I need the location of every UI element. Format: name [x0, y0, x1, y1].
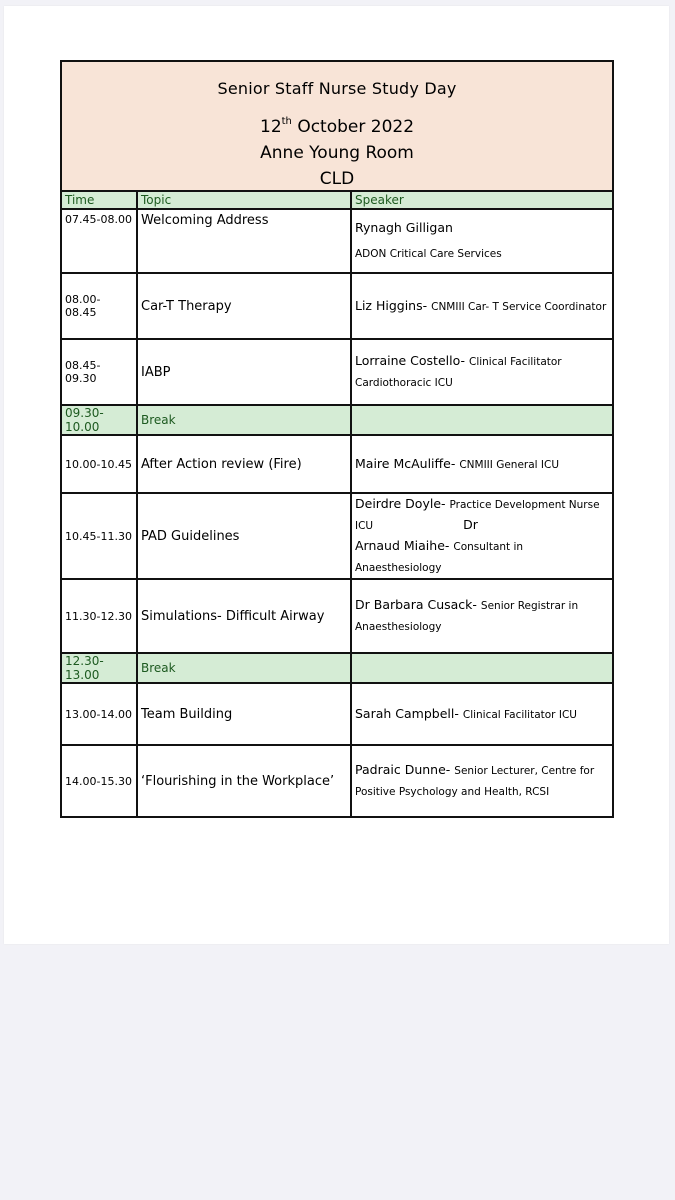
table-row [61, 745, 613, 817]
speaker-role: Clinical Facilitator ICU [462, 708, 577, 721]
table-row [61, 209, 613, 273]
row-speaker [351, 339, 613, 405]
speaker-name: Padraic Dunne- [355, 762, 451, 777]
row-time: 10.00-10.45 [61, 435, 137, 493]
row-time: 07.45-08.00 [61, 209, 137, 273]
header-cell [61, 61, 613, 191]
break-label: Break [137, 405, 351, 435]
speaker-name: Deirdre Doyle- [355, 496, 446, 511]
row-time: 14.00-15.30 [61, 745, 137, 817]
row-topic: PAD Guidelines [137, 493, 351, 579]
date-suffix: th [281, 116, 292, 127]
row-time: 11.30-12.30 [61, 579, 137, 653]
date-month-year: October 2022 [297, 117, 415, 137]
row-speaker [351, 493, 613, 579]
break-row [61, 405, 613, 435]
speaker-name: Rynagh Gilligan [355, 220, 453, 235]
speaker-name: Lorraine Costello- [355, 353, 465, 368]
speaker-name: Dr Barbara Cusack- [355, 597, 477, 612]
speaker-role: Senior Registrar in Anaesthesiology [355, 600, 579, 633]
row-time: 10.45-11.30 [61, 493, 137, 579]
row-speaker [351, 683, 613, 745]
col-header-time: Time [61, 191, 137, 209]
event-room: Anne Young Room [260, 143, 414, 163]
break-row [61, 653, 613, 683]
column-header-row [61, 191, 613, 209]
speaker-role: Practice Development Nurse ICU [355, 499, 600, 532]
row-topic: Car-T Therapy [137, 273, 351, 339]
row-time: 08.00- 08.45 [61, 273, 137, 339]
speaker2-role: Consultant in Anaesthesiology [355, 541, 524, 574]
row-topic: Team Building [137, 683, 351, 745]
row-topic: IABP [137, 339, 351, 405]
row-topic: Welcoming Address [137, 209, 351, 273]
row-speaker [351, 273, 613, 339]
speaker-role: CNMIII Car- T Service Coordinator [431, 300, 607, 313]
table-row [61, 435, 613, 493]
header-row [61, 61, 613, 191]
speaker-role: CNMIII General ICU [459, 458, 560, 471]
break-label: Break [137, 653, 351, 683]
break-empty [351, 653, 613, 683]
speaker-role: ADON Critical Care Services [355, 248, 502, 260]
speaker-name: Sarah Campbell- [355, 705, 459, 721]
row-time: 13.00-14.00 [61, 683, 137, 745]
table-row [61, 579, 613, 653]
speaker2-prefix: Dr [463, 517, 478, 532]
row-time: 08.45- 09.30 [61, 339, 137, 405]
speaker-role: Clinical Facilitator Cardiothoracic ICU [355, 356, 562, 389]
speaker2-name: Arnaud Miaihe- [355, 538, 450, 553]
speaker-name: Maire McAuliffe- [355, 455, 456, 471]
event-date [65, 116, 609, 137]
row-speaker [351, 745, 613, 817]
row-topic: After Action review (Fire) [137, 435, 351, 493]
schedule-table [60, 60, 614, 818]
break-time: 09.30-10.00 [61, 405, 137, 435]
speaker-role: Senior Lecturer, Centre for Positive Psychology and Health, RCSI [355, 765, 595, 798]
table-row [61, 493, 613, 579]
row-speaker [351, 435, 613, 493]
event-title: Senior Staff Nurse Study Day [217, 79, 457, 98]
table-row [61, 273, 613, 339]
row-speaker [351, 579, 613, 653]
table-row [61, 683, 613, 745]
row-topic: ‘Flourishing in the Workplace’ [137, 745, 351, 817]
col-header-speaker: Speaker [351, 191, 613, 209]
row-speaker [351, 209, 613, 273]
col-header-topic: Topic [137, 191, 351, 209]
break-empty [351, 405, 613, 435]
break-time: 12.30-13.00 [61, 653, 137, 683]
table-row [61, 339, 613, 405]
row-topic: Simulations- Difficult Airway [137, 579, 351, 653]
date-day: 12 [260, 117, 282, 137]
event-location: CLD [319, 169, 355, 189]
speaker-name: Liz Higgins- [355, 297, 428, 313]
